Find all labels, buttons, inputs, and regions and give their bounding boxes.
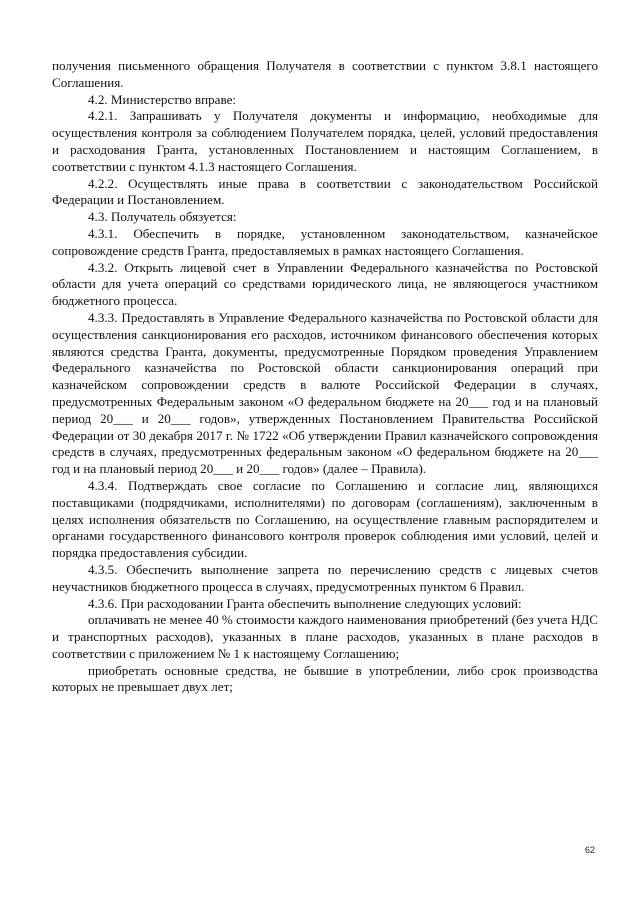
paragraph-condition-payment: оплачивать не менее 40 % стоимости каждого наименования приобретений (без учета НДС и транспортных расходов), указанных в плане расходов, указанных в плане расходов в соответствии с приложением № 1 к настоящему Соглашению;	[52, 612, 598, 661]
page-number: 62	[585, 845, 596, 855]
document-body	[52, 58, 598, 696]
paragraph-4-3: 4.3. Получатель обязуется:	[88, 209, 237, 225]
paragraph-4-3-2: 4.3.2. Открыть лицевой счет в Управлении Федерального казначейства по Ростовской области для учета операций со средствами юридического лица, не являющегося участником бюджетного процесса.	[52, 259, 598, 309]
paragraph-condition-assets: приобретать основные средства, не бывшие в употреблении, либо срок производства которых не превышает двух лет;	[52, 662, 598, 695]
paragraph-4-3-1: 4.3.1. Обеспечить в порядке, установленном законодательством, казначейское сопровождение средств Гранта, предоставляемых в рамках настоящего Соглашения.	[52, 225, 598, 258]
paragraph-4-3-5: 4.3.5. Обеспечить выполнение запрета по перечислению средств с лицевых счетов неучастников бюджетного процесса в случаях, предусмотренных пунктом 6 Правил.	[52, 561, 598, 594]
paragraph-4-2: 4.2. Министерство вправе:	[88, 91, 237, 107]
paragraph-intro-continued: получения письменного обращения Получателя в соответствии с пунктом 3.8.1 настоящего Соглашения.	[52, 58, 598, 90]
paragraph-4-2-2: 4.2.2. Осуществлять иные права в соответствии с законодательством Российской Федерации и Постановлением.	[52, 175, 598, 208]
paragraph-4-3-3: 4.3.3. Предоставлять в Управление Федерального казначейства по Ростовской области для осуществления санкционирования его расходов, источником финансового обеспечения которых являются средства Гранта, документы, предусмотренные Порядком проведения Управлением Федерального казначейства по Ростовской области санкционирования операций при казначейском сопровождении средств в валюте Российской Федерации в случаях, предусмотренных Федеральным законом «О федеральном бюджете на 20___ год и на плановый период 20___ и 20___ годов», утвержденных Постановлением Правительства Российской Федерации от 30 декабря 2017 г. № 1722 «Об утверждении Правил казначейского сопровождения средств в случаях, предусмотренных федеральным законом «О федеральном бюджете на 20___ год и на плановый период 20___ и 20___ годов» (далее – Правила).	[52, 309, 598, 477]
paragraph-4-3-6: 4.3.6. При расходовании Гранта обеспечить выполнение следующих условий:	[88, 595, 522, 611]
paragraph-4-2-1: 4.2.1. Запрашивать у Получателя документы и информацию, необходимые для осуществления контроля за соблюдением Получателем порядка, целей, условий предоставления и расходования Гранта, установленных Постановлением и настоящим Соглашением, в соответствии с пунктом 4.1.3 настоящего Соглашения.	[52, 108, 598, 174]
paragraph-4-3-4: 4.3.4. Подтверждать свое согласие по Соглашению и согласие лиц, являющихся поставщиками (подрядчиками, исполнителями) по договорам (соглашениям), заключенным в целях исполнения обязательств по Соглашению, на осуществление главным распорядителем и органами государственного финансового контроля проверок соблюдения ими условий, целей и порядка предоставления субсидии.	[52, 477, 598, 561]
